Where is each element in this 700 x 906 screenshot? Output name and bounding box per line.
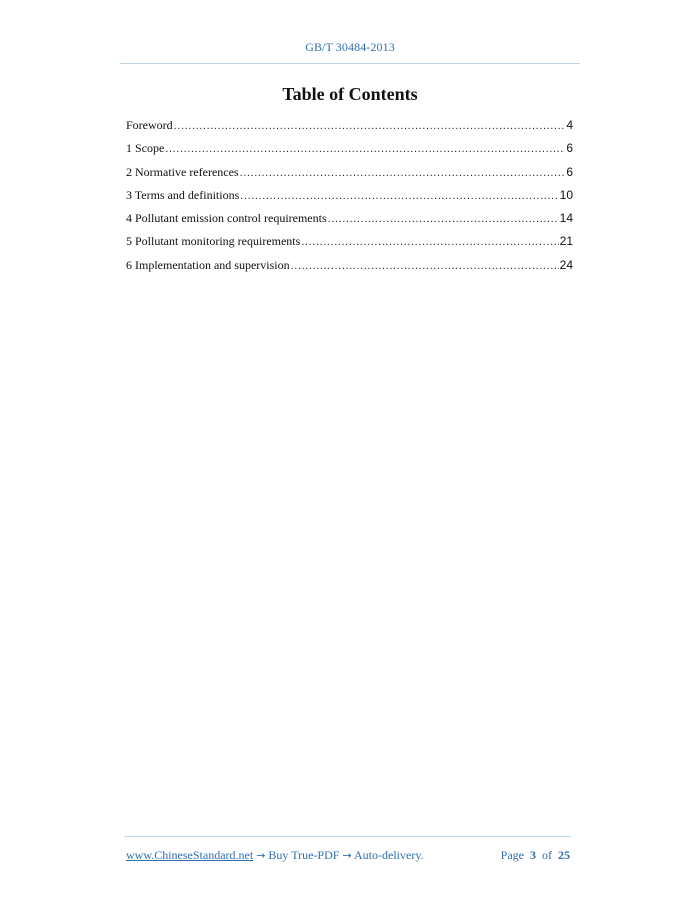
- toc-leader-dots: [165, 143, 565, 155]
- toc-entry-label: 2 Normative references: [126, 164, 239, 179]
- toc-entry-terms-and-definitions[interactable]: [126, 188, 573, 211]
- right-arrow-icon: →: [256, 849, 266, 862]
- document-id: GB/T 30484-2013: [305, 40, 395, 54]
- toc-entry-emission-control[interactable]: [126, 211, 573, 234]
- toc-leader-dots: [301, 236, 558, 248]
- toc-leader-dots: [240, 167, 566, 179]
- toc-entry-page: 14: [559, 211, 573, 226]
- toc-entry-page: 10: [559, 187, 573, 202]
- toc-entry-normative-references[interactable]: [126, 165, 573, 188]
- buy-true-pdf-text: Buy True-PDF: [265, 848, 343, 862]
- toc-entry-page: 21: [559, 234, 573, 249]
- footer-divider: [124, 836, 571, 837]
- toc-entry-scope[interactable]: [126, 141, 573, 164]
- current-page: 3: [530, 848, 536, 862]
- site-link[interactable]: www.ChineseStandard.net: [126, 848, 254, 862]
- toc-entry-page: 6: [566, 141, 573, 156]
- auto-delivery-text: Auto-delivery.: [351, 848, 424, 862]
- toc-entry-monitoring[interactable]: [126, 234, 573, 257]
- toc-leader-dots: [291, 260, 559, 272]
- toc-entry-label: 1 Scope: [126, 141, 165, 156]
- footer-promo: [126, 848, 424, 863]
- total-pages: 25: [558, 848, 570, 862]
- toc-leader-dots: [328, 213, 559, 225]
- page-word: Page: [500, 848, 524, 862]
- toc-entry-implementation[interactable]: [126, 258, 573, 281]
- toc-entry-page: 24: [559, 257, 573, 272]
- toc-leader-dots: [240, 190, 558, 202]
- toc-entry-label: 6 Implementation and supervision: [126, 257, 290, 272]
- toc-entry-label: 5 Pollutant monitoring requirements: [126, 234, 301, 249]
- toc-entry-page: 4: [566, 118, 573, 132]
- header-divider: [120, 63, 580, 64]
- toc-entry-page: 6: [566, 164, 573, 179]
- table-of-contents: [126, 118, 573, 281]
- toc-leader-dots: [174, 120, 566, 132]
- toc-entry-label: Foreword: [126, 118, 173, 132]
- toc-entry-label: 4 Pollutant emission control requirements: [126, 211, 327, 226]
- page-number: [501, 848, 570, 863]
- right-arrow-icon: →: [342, 849, 352, 862]
- toc-title: Table of Contents: [282, 84, 418, 104]
- toc-entry-label: 3 Terms and definitions: [126, 187, 240, 202]
- toc-entry-foreword[interactable]: [126, 118, 573, 141]
- of-word: of: [542, 848, 552, 862]
